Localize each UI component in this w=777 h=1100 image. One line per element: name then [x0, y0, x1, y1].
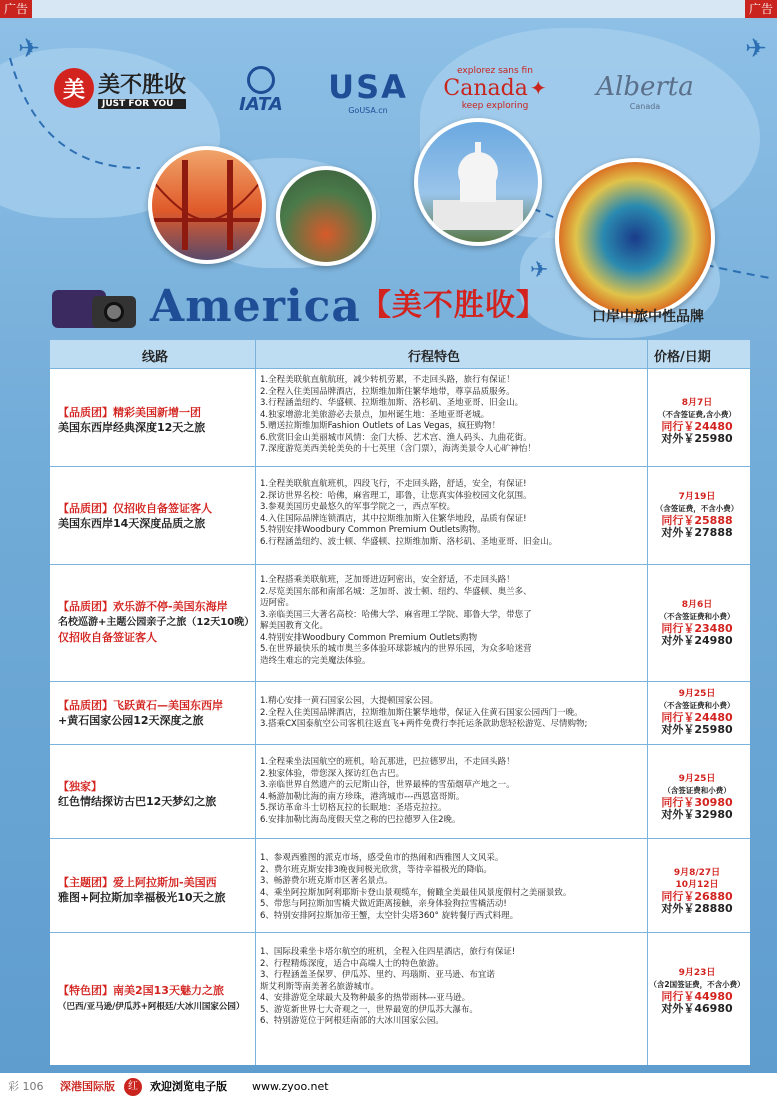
fee-note: （不含签证费,含小费）	[658, 410, 736, 419]
header-price: 价格/日期	[654, 350, 711, 365]
retail-price: 对外￥24980	[661, 634, 733, 647]
price-block	[647, 967, 747, 1015]
table-row[interactable]	[50, 368, 750, 466]
feature-line: 解美国教育文化。	[260, 621, 329, 631]
alberta-text: Alberta	[596, 71, 694, 102]
feature-line: 2.尽览美国东部和南部名城：芝加哥、波士顿、纽约、华盛顿、奥兰多、	[260, 586, 532, 597]
brand-name: 美不胜收	[97, 72, 186, 98]
route-features	[260, 947, 645, 1028]
fee-note: （含2国签证费，不含小费）	[649, 980, 745, 989]
feature-line: 3.行程涵盖纽约、华盛顿、拉斯维加斯、洛杉矶、圣地亚哥、旧金山。	[260, 398, 524, 408]
headline-brand: 【美不胜收】	[360, 288, 547, 323]
tour-date: 9月8/27日	[673, 868, 721, 878]
retail-price: 对外￥28880	[661, 902, 733, 915]
feature-line: 2.全程入住美国品牌酒店，拉斯维加斯住繁华地带，保证入住黄石国家公园西门一晚。	[260, 707, 583, 718]
feature-line: 4、安排游览全球最大及物种最多的热带雨林---亚马逊。	[260, 993, 471, 1003]
feature-line: 4.畅游加勒比海的南方珍珠，港湾城市---西恩富哥斯。	[260, 791, 465, 802]
feature-line: 6.行程涵盖纽约、波士顿、华盛顿、拉斯维加斯、洛杉矶、圣地亚哥、旧金山。	[260, 536, 558, 547]
agent-price: 同行￥25888	[661, 514, 733, 527]
route-name-line: 雅图+阿拉斯加幸福极光10天之旅	[58, 891, 226, 904]
route-name-line: 红色情结探访古巴12天梦幻之旅	[58, 795, 217, 808]
table-header	[50, 340, 750, 368]
table-row[interactable]	[50, 681, 750, 744]
route-features	[260, 853, 645, 922]
feature-line: 1.全程搭乘美联航班，芝加哥进迈阿密出，安全舒适，不走回头路！	[260, 575, 515, 585]
route-name-line: 美国东西岸14天深度品质之旅	[58, 517, 206, 530]
tour-date: 9月25日	[678, 689, 716, 699]
feature-line: 5.赠送拉斯维加斯Fashion Outlets of Las Vegas，疯狂购物！	[260, 421, 501, 431]
fee-note: （不含签证费和小费）	[659, 612, 735, 621]
route-name	[58, 779, 216, 809]
canada-name: Canada	[443, 75, 528, 101]
feature-line: 2.全程入住美国品牌酒店，拉斯维加斯住繁华地带，尊享品质服务。	[260, 386, 515, 397]
brand-mark-icon: 美	[54, 68, 94, 108]
headline-title	[150, 280, 547, 332]
retail-price: 对外￥46980	[661, 1002, 733, 1015]
feature-line: 1.全程乘坐法国航空的班机，哈瓦那进，巴拉德罗出，不走回头路！	[260, 757, 515, 767]
price-block	[647, 688, 747, 736]
feature-line: 6.欣赏旧金山美丽城市风情：金门大桥、艺术宫、渔人码头、九曲花街。	[260, 432, 532, 443]
agent-price: 同行￥44980	[661, 990, 733, 1003]
fee-note: （含签证费和小费）	[663, 786, 731, 795]
feature-line: 3.亲临美国三大著名高校：哈佛大学、麻省理工学院、耶鲁大学，带您了	[260, 609, 532, 620]
route-name-line: +黄石国家公园12天深度之旅	[58, 714, 204, 727]
feature-line: 6.安排加勒比海岛度假天堂之称的巴拉德罗入住2晚。	[260, 814, 461, 825]
route-name-highlight: 新增一团	[157, 406, 201, 419]
table-row[interactable]	[50, 744, 750, 838]
feature-line: 2、行程精炼深度，适合中高端人士的特色旅游。	[260, 958, 444, 969]
feature-line: 1、国际段乘坐卡塔尔航空的班机，全程入住四星酒店，旅行有保证!	[260, 947, 516, 957]
table-row[interactable]	[50, 466, 750, 564]
feature-line: 3、行程涵盖圣保罗、伊瓜苏、里约、玛瑙斯、亚马逊、布宜诺	[260, 970, 495, 980]
route-features	[260, 696, 645, 731]
column-divider	[255, 340, 256, 1065]
feature-line: 3.搭乘CX国泰航空公司客机往返直飞+两件免费行李托运条款助您轻松游览、尽情购物;	[260, 719, 588, 729]
grand-prismatic-spring-photo	[555, 158, 715, 318]
ad-label-right: 广告	[745, 0, 777, 18]
footer-site-link[interactable]: www.zyoo.net	[252, 1080, 329, 1093]
agent-price: 同行￥24480	[661, 711, 733, 724]
route-features	[260, 375, 645, 456]
table-row[interactable]	[50, 564, 750, 681]
airplane-icon: ✈	[530, 258, 549, 283]
route-name-line: 【品质团】飞跃黄石—美国东西岸	[58, 699, 223, 712]
alberta-logo	[585, 62, 705, 120]
retail-price: 对外￥25980	[661, 432, 733, 445]
table-row[interactable]	[50, 838, 750, 932]
feature-line: 5、带您与阿拉斯加雪橇犬做近距离接触，亲身体验狗拉雪橇活动!	[260, 899, 507, 909]
header-route: 线路	[142, 350, 169, 365]
feature-line: 2.探访世界名校：哈佛，麻省理工，耶鲁，让您真实体验校园文化氛围。	[260, 490, 532, 501]
golden-gate-bridge-photo	[148, 146, 266, 264]
canada-logo	[432, 56, 558, 120]
usa-site: GoUSA.cn	[348, 105, 388, 115]
route-name	[58, 599, 254, 645]
feature-line: 5、游览新世界七大奇观之一，世界最宽的伊瓜苏大瀑布。	[260, 1004, 478, 1015]
route-name	[58, 501, 212, 531]
price-block	[647, 867, 747, 915]
route-name-line: 仅招收自备签证客人	[58, 631, 157, 644]
badge-icon: 红	[124, 1078, 142, 1096]
route-name-line: 【特色团】南美2国13天魅力之旅	[58, 984, 224, 997]
agent-price: 同行￥26880	[661, 890, 733, 903]
feature-line: 3、畅游费尔班克斯市区著名景点。	[260, 876, 393, 886]
feature-line: 3.亲临世界自然遗产的云尼斯山谷，世界最棒的雪茄烟草产地之一。	[260, 780, 515, 790]
headline-america: America	[150, 281, 361, 332]
feature-line: 1、参观西雅图的派克市场，感受鱼市的热闹和西雅图人文风采。	[260, 853, 504, 863]
fee-note: （含签证费，不含小费）	[655, 504, 739, 513]
feature-line: 斯艾利斯等南美著名旅游城市。	[260, 981, 380, 992]
route-features	[260, 757, 645, 826]
airplane-icon: ✈	[18, 34, 40, 64]
hot-spring-photo	[276, 166, 376, 266]
tour-date: 10月12日	[675, 880, 719, 890]
tour-date: 9月23日	[678, 968, 716, 978]
feature-line: 4.独家增游北美旅游必去景点，加州诞生地：圣地亚哥老城。	[260, 409, 490, 420]
feature-line: 5.探访革命斗士切格瓦拉的长眠地：圣塔克拉拉。	[260, 803, 447, 813]
price-block	[647, 397, 747, 445]
route-name-line: 【品质团】精彩美国	[58, 406, 157, 419]
tour-date: 9月25日	[678, 774, 716, 784]
globe-icon	[247, 66, 275, 94]
route-name	[58, 875, 226, 905]
headline-subtitle: 口岸中旅中性品牌	[592, 309, 704, 325]
feature-line: 6、特别游览位于阿根廷南部的大冰川国家公园。	[260, 1016, 444, 1026]
route-name-line: 名校巡游+主题公园亲子之旅（12天10晚）	[58, 617, 255, 628]
brand-logo	[40, 58, 200, 118]
camera-icon	[92, 296, 136, 328]
feature-line: 6、特别安排阿拉斯加帝王蟹，太空针尖塔360° 旋转餐厅西式料理。	[260, 910, 519, 921]
maple-leaf-icon: ✦	[529, 76, 547, 100]
route-features	[260, 479, 645, 548]
feature-line: 5.在世界最快乐的城市奥兰多体验环球影城内的世界乐园，为众多哈迷营	[260, 644, 532, 654]
retail-price: 对外￥27888	[661, 526, 733, 539]
airplane-icon: ✈	[745, 34, 767, 64]
alberta-sub-text: Canada	[629, 101, 661, 111]
route-name-line: 美国东西岸经典深度12天之旅	[58, 421, 206, 434]
feature-line: 2、费尔班克斯安排3晚夜间极光欣赏，等待幸福极光的降临。	[260, 864, 492, 875]
retail-price: 对外￥32980	[661, 808, 733, 821]
price-block	[647, 773, 747, 821]
feature-line: 1.精心安排一黄石国家公园，大提顿国家公园。	[260, 696, 439, 706]
price-block	[647, 491, 747, 539]
route-name-line: 【主题团】爱上阿拉斯加-美国西	[58, 876, 217, 889]
page-number: 彩 106	[8, 1080, 44, 1093]
tour-date: 8月7日	[681, 398, 713, 408]
iata-text: IATA	[239, 93, 283, 115]
usa-logo	[318, 62, 418, 120]
route-name-line: 【品质团】欢乐游不停-美国东海岸	[58, 600, 228, 613]
feature-line: 2.独家体验，带您深入探访红色古巴。	[260, 768, 405, 779]
page-footer	[0, 1073, 777, 1100]
ad-label-left: 广告	[0, 0, 32, 18]
usa-text: USA	[328, 67, 408, 106]
feature-line: 7.深度游览美西美轮美奂的十七英里（含门票），海湾美景令人心旷神怡！	[260, 444, 536, 454]
brand-tagline: JUST FOR YOU	[98, 99, 186, 109]
top-bar	[0, 0, 777, 18]
route-name	[58, 983, 244, 1015]
table-row[interactable]	[50, 932, 750, 1065]
canada-top-text: explorez sans fin	[457, 65, 533, 76]
header-features: 行程特色	[408, 350, 461, 365]
feature-line: 4.入住国际品牌连锁酒店，其中拉斯维加斯入住繁华地段，品质有保证!	[260, 513, 527, 524]
tour-date: 7月19日	[678, 492, 716, 502]
feature-line: 4.特别安排Woodbury Common Premium Outlets购物	[260, 632, 478, 643]
feature-line: 3.参观美国历史最悠久的军事学院之一，西点军校。	[260, 502, 456, 512]
fee-note: （不含签证费和小费）	[659, 701, 735, 710]
route-name	[58, 698, 223, 728]
capitol-building-photo	[414, 118, 542, 246]
feature-line: 5.特别安排Woodbury Common Premium Outlets购物。	[260, 525, 486, 535]
canada-bottom-text: keep exploring	[461, 100, 529, 111]
footer-invite: 欢迎浏览电子版	[150, 1080, 227, 1093]
luggage-camera-illustration	[52, 282, 144, 332]
iata-logo	[218, 62, 304, 118]
route-name-line: （巴西/亚马逊/伊瓜苏+阿根廷/大冰川国家公园）	[58, 1002, 245, 1012]
route-name	[58, 405, 205, 435]
column-divider	[647, 340, 648, 1065]
feature-line: 迈阿密。	[260, 598, 295, 608]
tour-date: 8月6日	[681, 600, 713, 610]
feature-line: 1.全程美联航直航航班，减少转机劳累，不走回头路，旅行有保证！	[260, 375, 515, 385]
tour-table	[50, 340, 750, 1065]
price-block	[647, 599, 747, 647]
retail-price: 对外￥25980	[661, 723, 733, 736]
feature-line: 4、乘坐阿拉斯加阿利耶斯卡登山景观缆车，俯瞰全美最佳风景度假村之美丽景致。	[260, 887, 572, 898]
route-name-line: 【独家】	[58, 780, 102, 793]
agent-price: 同行￥23480	[661, 622, 733, 635]
section-name: 深港国际版	[60, 1080, 115, 1093]
agent-price: 同行￥24480	[661, 420, 733, 433]
route-name-line: 【品质团】仅招收自备签证客人	[58, 502, 212, 515]
feature-line: 1.全程美联航直航班机，四段飞行，不走回头路，舒适，安全，有保证!	[260, 479, 527, 489]
feature-line: 造终生难忘的完美魔法体验。	[260, 655, 371, 666]
route-features	[260, 575, 645, 667]
agent-price: 同行￥30980	[661, 796, 733, 809]
